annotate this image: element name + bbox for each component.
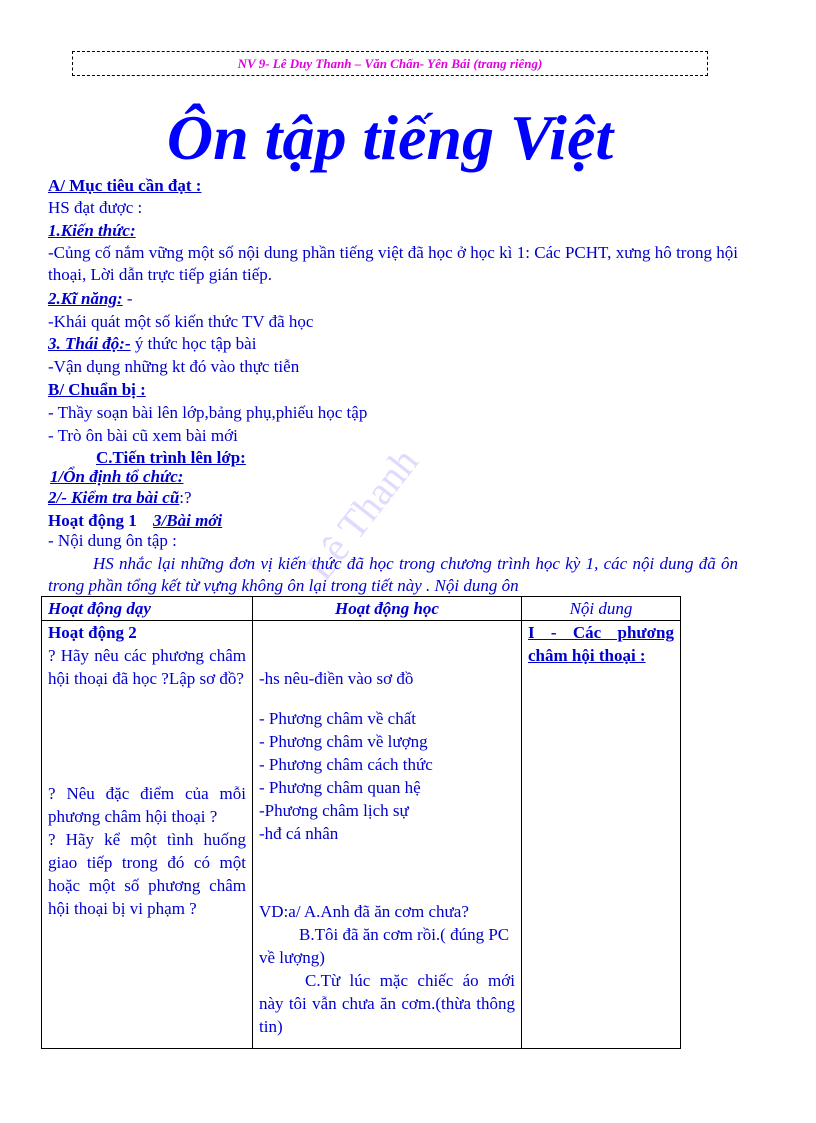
learning-item: - Phương châm quan hệ [259,778,421,797]
step-2-tail: :? [179,488,192,507]
lesson-table [41,596,681,1049]
learning-intro: -hs nêu-điền vào sơ đồ [259,669,414,688]
section-b-line-2: - Trò ôn bài cũ xem bài mới [48,426,238,445]
skill-dash: - [122,289,133,308]
section-c-title: C.Tiến trình lên lớp: [96,448,246,467]
section-b-line-1: - Thầy soạn bài lên lớp,bảng phụ,phiếu học tập [48,403,368,422]
skill-title: 2.Kĩ năng: [48,289,123,308]
table-header-row [42,597,681,621]
example-c: C.Từ lúc mặc chiếc áo mới này tôi vẫn chưa ăn cơm.(thừa thông tin) [259,971,515,1036]
section-b-title: B/ Chuẩn bị : [48,380,146,399]
section-a-title: A/ Mục tiêu cần đạt : [48,176,202,195]
page-title: Ôn tập tiếng Việt [166,102,614,173]
step-2-line [48,487,192,509]
example-b: B.Tôi đã ăn cơm rồi.( đúng PC về lượng) [259,925,510,967]
learning-item: - Phương châm về chất [259,709,416,728]
learning-item: - Phương châm về lượng [259,732,428,751]
activity-1-line [48,510,222,532]
content-cell [522,621,681,1049]
attitude-text: ý thức học tập bài [130,334,257,353]
step-2: 2/- Kiểm tra bài cũ [48,488,180,507]
header-learning: Hoạt động học [253,597,522,621]
question-2: ? Nêu đặc điểm của mỗi phương châm hội thoại ? [48,784,246,826]
step-3: 3/Bài mới [153,511,223,530]
activity-1: Hoạt động 1 [48,511,137,530]
section-a-sub: HS đạt được : [48,198,143,217]
page-header: NV 9- Lê Duy Thanh – Văn Chấn- Yên Bái (trang riêng) [72,51,708,76]
content-label: - Nội dung ôn tập : [48,531,177,550]
learning-item: - Phương châm cách thức [259,755,433,774]
knowledge-text: -Củng cố nắm vững một số nội dung phần tiếng việt đã học ở học kì 1: Các PCHT, xưng hô trong hội thoại, Lời dẫn trực tiếp gián tiếp. [48,243,738,284]
skill-line [48,288,133,310]
attitude-text-2: -Vận dụng những kt đó vào thực tiễn [48,357,300,376]
teaching-cell [42,621,253,1049]
question-3: ? Hãy kể một tình huống giao tiếp trong đó có một hoặc một số phương châm hội thoại bị vi phạm ? [48,830,246,918]
header-content: Nội dung [522,597,681,621]
attitude-title: 3. Thái độ:- [48,334,131,353]
table-row [42,621,681,1049]
watermark: Lê Thanh [296,439,427,589]
attitude-line [48,333,256,355]
learning-item: -Phương châm lịch sự [259,801,409,820]
content-heading: I - Các phương châm hội thoại : [528,623,674,665]
step-1: 1/Ổn định tổ chức: [50,467,184,486]
activity-2: Hoạt động 2 [48,623,137,642]
example-a: VD:a/ A.Anh đã ăn cơm chưa? [259,902,469,921]
question-1: ? Hãy nêu các phương châm hội thoại đã học ?Lập sơ đồ? [48,646,246,688]
learning-item: -hđ cá nhân [259,824,339,843]
header-teaching: Hoạt động dạy [42,597,253,621]
knowledge-title: 1.Kiến thức: [48,221,136,240]
intro-text: HS nhắc lại những đơn vị kiến thức đã học trong chương trình học kỳ 1, các nội dung đã ôn trong phần tổng kết từ vựng không ôn lại trong tiết này . Nội dung ôn [48,554,738,595]
skill-text: -Khái quát một số kiến thức TV đã học [48,312,314,331]
learning-cell [253,621,522,1049]
